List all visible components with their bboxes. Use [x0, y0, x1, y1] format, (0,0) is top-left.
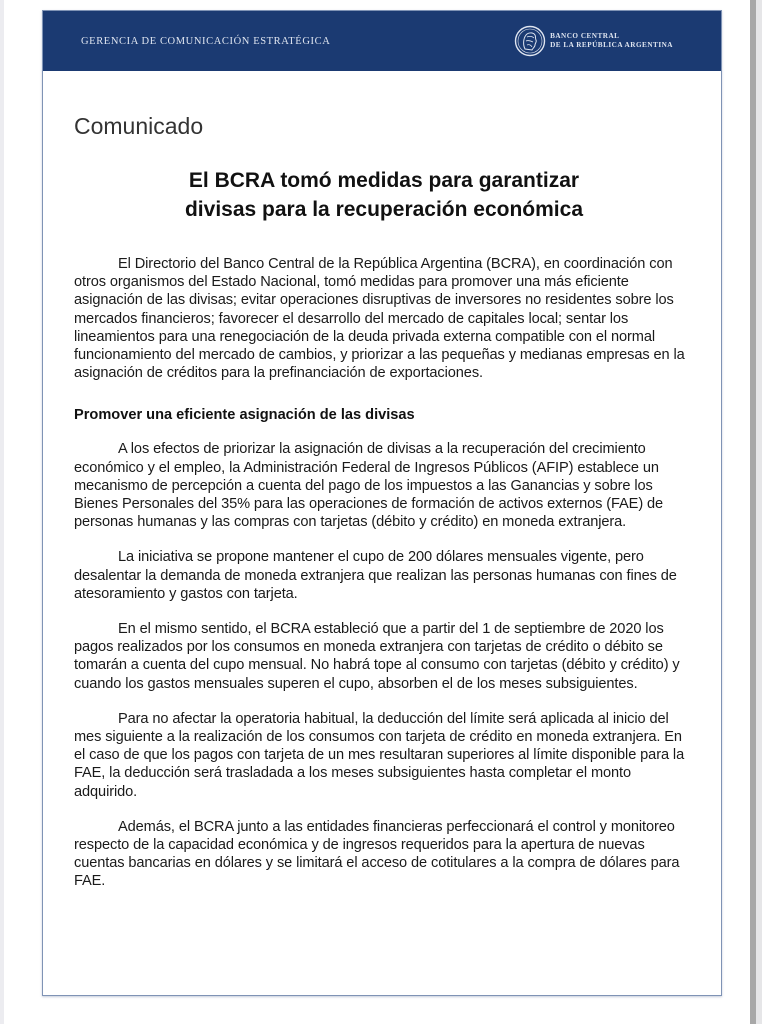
section-title: Promover una eficiente asignación de las divisas	[74, 407, 415, 424]
body-paragraph-4: Para no afectar la operatoria habitual, la deducción del límite será aplicada al inicio del mes siguiente a la realización de los consumos con tarjeta de crédito en moneda extranjera. En el caso de que los pagos con tarjeta de un mes resultaran superiores al límite disponible para la FAE, la deducción será trasladada a los meses subsiguientes hasta completar el monto adquirido.	[74, 710, 685, 800]
document-type: Comunicado	[74, 113, 204, 139]
bcra-emblem-icon	[514, 25, 546, 57]
body-paragraph-1: A los efectos de priorizar la asignación de divisas a la recuperación del crecimiento económico y el empleo, la Administración Federal de Ingresos Públicos (AFIP) establece un mecanismo de percepción a cuenta del pago de los impuestos a las Ganancias y sobre los Bienes Personales del 35% para las operaciones de formación de activos externos (FAE) de personas humanas y las compras con tarjetas (débito y crédito) en moneda extranjera.	[74, 441, 664, 531]
institution-name	[550, 32, 673, 50]
headline-line-1: El BCRA tomó medidas para garantizar	[188, 169, 580, 192]
headline-line-2: divisas para la recuperación económica	[184, 198, 583, 221]
window-left-edge	[0, 0, 4, 1024]
body-paragraph-5: Además, el BCRA junto a las entidades financieras perfeccionará el control y monitoreo respecto de la capacidad económica y de ingresos requeridos para la apertura de nuevas cuentas bancarias en dólares y se limitará el acceso de cotitulares a la compra de dólares para FAE.	[74, 818, 680, 890]
intro-paragraph: El Directorio del Banco Central de la República Argentina (BCRA), en coordinación con otros organismos del Estado Nacional, tomó medidas para promover una más eficiente asignación de las divisas; evitar operaciones disruptivas de inversores no residentes sobre los mercados financieros; favorecer el desarrollo del mercado de capitales local; sentar los lineamientos para una renegociación de la deuda privada externa compatible con el normal funcionamiento del mercado de cambios, y priorizar a las pequeñas y medianas empresas en la asignación de créditos para la prefinanciación de exportaciones.	[74, 256, 685, 382]
institution-line-2: DE LA REPÚBLICA ARGENTINA	[550, 41, 673, 49]
letterhead-banner	[43, 11, 721, 71]
document-body	[74, 71, 694, 891]
body-paragraph-3: En el mismo sentido, el BCRA estableció que a partir del 1 de septiembre de 2020 los pagos realizados por los consumos en moneda extranjera con tarjetas de crédito o débito se tomarán a cuenta del cupo mensual. No habrá tope al consumo con tarjetas (débito y crédito) y cuando los gastos mensuales superen el cupo, absorben el de los meses subsiguientes.	[74, 621, 680, 692]
department-name: GERENCIA DE COMUNICACIÓN ESTRATÉGICA	[81, 35, 331, 47]
institution-line-1: BANCO CENTRAL	[550, 32, 620, 40]
headline	[74, 166, 694, 224]
body-paragraph-2: La iniciativa se propone mantener el cupo de 200 dólares mensuales vigente, pero desalentar la demanda de moneda extranjera que realizan las personas humanas con fines de atesoramiento y gastos con tarjeta.	[74, 549, 677, 602]
bcra-logo	[514, 25, 673, 57]
scrollbar-track	[756, 0, 762, 1024]
document-page	[42, 10, 722, 996]
